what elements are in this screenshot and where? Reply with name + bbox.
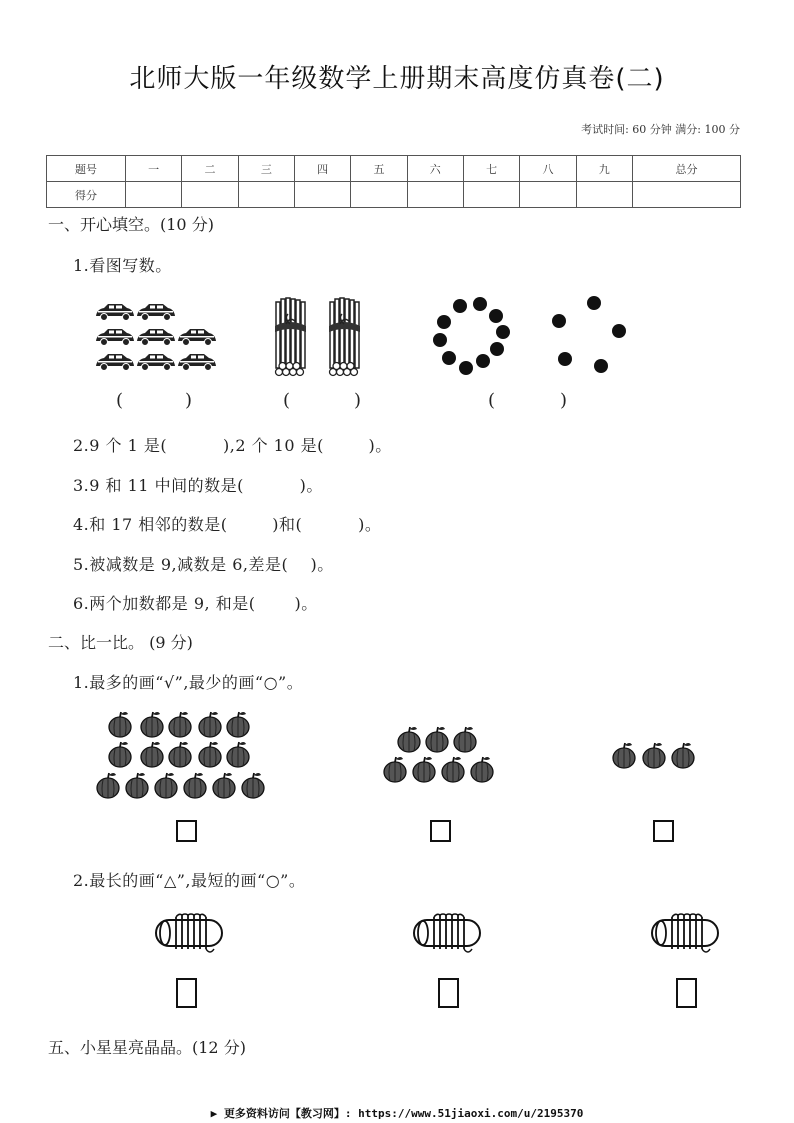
score-table-score-row [47, 182, 741, 208]
apple-icon [454, 727, 476, 752]
coil-icon [156, 914, 222, 952]
table-cell: 二 [182, 156, 238, 182]
apple-icon [199, 712, 221, 737]
table-cell: 九 [576, 156, 632, 182]
car-icon [96, 354, 134, 371]
apple-icon [155, 773, 177, 798]
section-1-heading: 一、开心填空。(10 分) [48, 215, 214, 234]
score-table [46, 155, 741, 208]
dot-icon [587, 296, 601, 310]
score-cell[interactable] [294, 182, 350, 208]
answer-blank-close: ) [185, 390, 193, 411]
answer-box[interactable] [430, 820, 451, 842]
answer-box[interactable] [653, 820, 674, 842]
apple-icon [169, 712, 191, 737]
score-cell[interactable] [407, 182, 463, 208]
apple-icon [613, 743, 635, 768]
dot-scatter-picture [545, 292, 630, 378]
car-icon [96, 304, 134, 321]
dot-icon [442, 351, 456, 365]
answer-blank-open: ( [488, 390, 496, 411]
coils-picture [0, 905, 794, 965]
question-1-3: 3.9 和 11 中间的数是( )。 [73, 476, 323, 495]
apple-icon [227, 742, 249, 767]
stick-bundle-icon [329, 298, 360, 376]
answer-box[interactable] [676, 978, 697, 1008]
car-icon [178, 329, 216, 346]
apple-icon [426, 727, 448, 752]
score-cell[interactable] [238, 182, 294, 208]
dot-icon [594, 359, 608, 373]
score-cell[interactable] [463, 182, 519, 208]
table-cell: 三 [238, 156, 294, 182]
score-cell[interactable] [632, 182, 740, 208]
table-cell: 七 [463, 156, 519, 182]
table-cell: 题号 [47, 156, 126, 182]
apple-icon [184, 773, 206, 798]
table-cell: 八 [520, 156, 576, 182]
table-cell: 六 [407, 156, 463, 182]
table-cell: 四 [294, 156, 350, 182]
table-cell: 得分 [47, 182, 126, 208]
question-2-2: 2.最长的画“△”,最短的画“○”。 [73, 871, 306, 890]
answer-blank-open: ( [116, 390, 124, 411]
section-5-heading: 五、小星星亮晶晶。(12 分) [48, 1038, 246, 1057]
apple-icon [643, 743, 665, 768]
apple-icon [384, 757, 406, 782]
dot-icon [612, 324, 626, 338]
apple-icon [471, 757, 493, 782]
question-1-2: 2.9 个 1 是( ),2 个 10 是( )。 [73, 436, 392, 455]
apple-icon [169, 742, 191, 767]
dot-ring-picture [430, 294, 520, 380]
page-title: 北师大版一年级数学上册期末高度仿真卷(二) [129, 64, 665, 94]
dot-icon [558, 352, 572, 366]
question-1-6: 6.两个加数都是 9, 和是( )。 [73, 594, 318, 613]
car-icon [178, 354, 216, 371]
car-icon [137, 329, 175, 346]
apple-icon [141, 712, 163, 737]
score-table-header-row [47, 156, 741, 182]
dot-icon [490, 342, 504, 356]
stick-bundles-picture [272, 296, 372, 380]
table-cell: 五 [351, 156, 407, 182]
dot-icon [496, 325, 510, 339]
apple-icon [398, 727, 420, 752]
dot-icon [459, 361, 473, 375]
score-cell[interactable] [520, 182, 576, 208]
apple-icon [109, 712, 131, 737]
question-2-1: 1.最多的画“√”,最少的画“○”。 [73, 673, 304, 692]
score-cell[interactable] [576, 182, 632, 208]
apple-icon [672, 743, 694, 768]
apple-icon [227, 712, 249, 737]
dot-icon [437, 315, 451, 329]
dot-icon [433, 333, 447, 347]
apple-icon [109, 742, 131, 767]
question-1-5: 5.被减数是 9,减数是 6,差是( )。 [73, 555, 334, 574]
question-1-4: 4.和 17 相邻的数是( )和( )。 [73, 515, 382, 534]
car-icon [137, 354, 175, 371]
apple-icon [97, 773, 119, 798]
apple-icon [213, 773, 235, 798]
apple-icon [413, 757, 435, 782]
answer-box[interactable] [438, 978, 459, 1008]
dot-icon [473, 297, 487, 311]
table-cell: 一 [126, 156, 182, 182]
table-cell: 总分 [632, 156, 740, 182]
answer-box[interactable] [176, 978, 197, 1008]
dot-icon [489, 309, 503, 323]
answer-blank-open: ( [283, 390, 291, 411]
score-cell[interactable] [126, 182, 182, 208]
score-cell[interactable] [351, 182, 407, 208]
cars-picture [94, 300, 218, 380]
car-icon [96, 329, 134, 346]
apple-icon [442, 757, 464, 782]
footer-link[interactable]: ▶ 更多资料访问【教习网】: https://www.51jiaoxi.com/u/2195370 [210, 1107, 584, 1120]
answer-blank-close: ) [354, 390, 362, 411]
apple-icon [126, 773, 148, 798]
dot-icon [476, 354, 490, 368]
coil-icon [414, 914, 480, 952]
dot-icon [552, 314, 566, 328]
apple-icon [199, 742, 221, 767]
apples-picture [0, 700, 794, 810]
coil-icon [652, 914, 718, 952]
question-1-1: 1.看图写数。 [73, 256, 172, 275]
section-2-heading: 二、比一比。 (9 分) [48, 633, 193, 652]
answer-box[interactable] [176, 820, 197, 842]
score-cell[interactable] [182, 182, 238, 208]
stick-bundle-icon [275, 298, 306, 376]
apple-icon [242, 773, 264, 798]
dot-icon [453, 299, 467, 313]
apple-icon [141, 742, 163, 767]
car-icon [137, 304, 175, 321]
answer-blank-close: ) [560, 390, 568, 411]
exam-info: 考试时间: 60 分钟 满分: 100 分 [581, 123, 740, 136]
